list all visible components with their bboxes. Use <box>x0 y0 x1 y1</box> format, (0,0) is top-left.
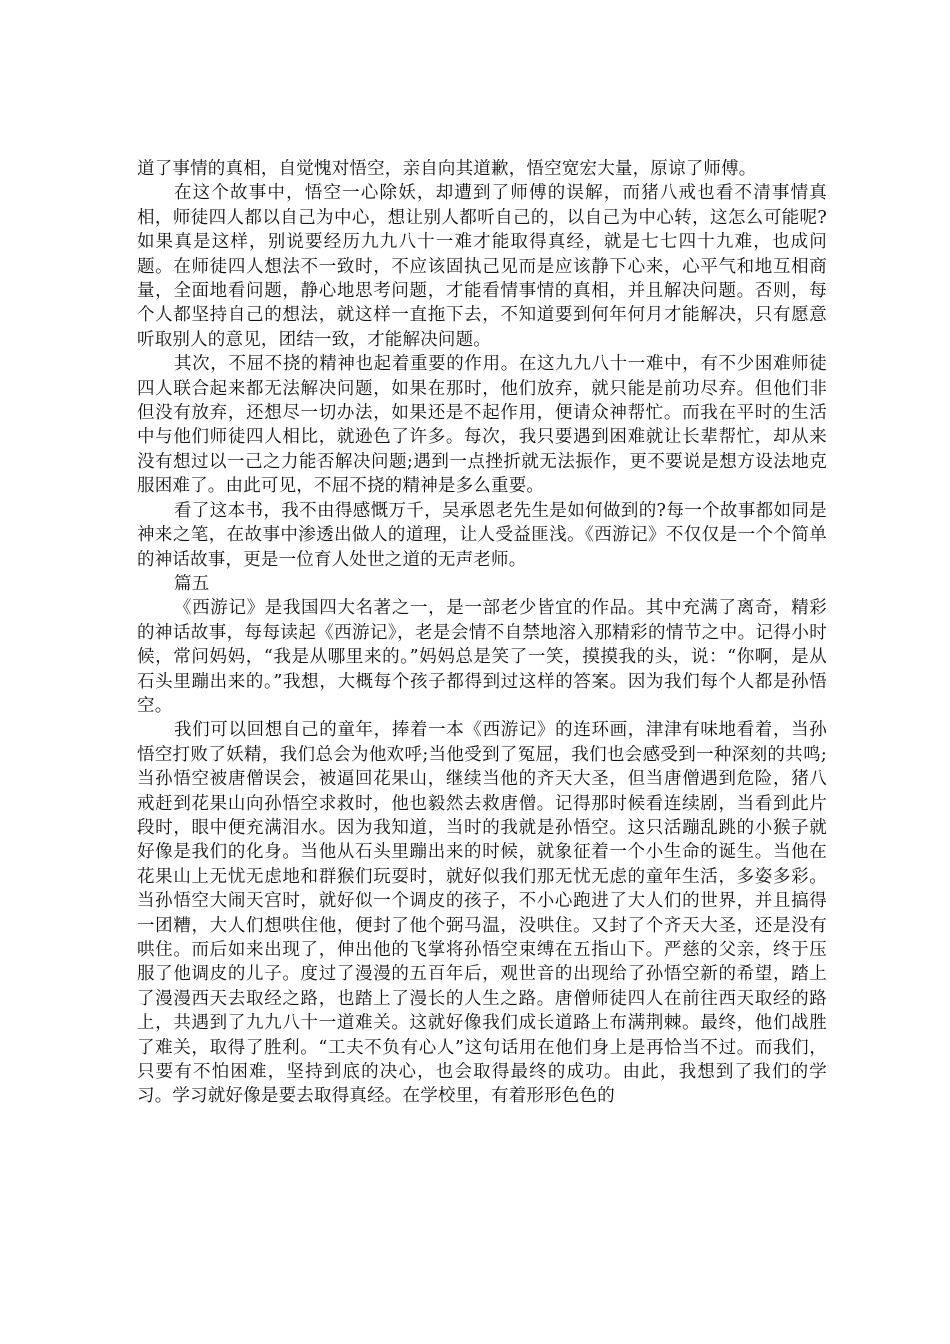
document-body <box>137 157 827 1109</box>
paragraph-1: 道了事情的真相，自觉愧对悟空，亲自向其道歉，悟空宽宏大量，原谅了师傅。 <box>137 159 757 179</box>
paragraph-3: 其次，不屈不挠的精神也起着重要的作用。在这九九八十一难中，有不少困难师徒四人联合起来都无法解决问题，如果在那时，他们放弃，就只能是前功尽弃。但他们非但没有放弃，还想尽一切办法，如果还是不起作用，便请众神帮忙。而我在平时的生活中与他们师徒四人相比，就逊色了许多。每次，我只要遇到困难就让长辈帮忙，却从来没有想过以一己之力能否解决问题;遇到一点挫折就无法振作，更不要说是想方设法地克服困难了。由此可见，不屈不挠的精神是多么重要。 <box>137 354 827 497</box>
paragraph-5: 《西游记》是我国四大名著之一，是一部老少皆宜的作品。其中充满了离奇，精彩的神话故事，每每读起《西游记》，老是会情不自禁地溶入那精彩的情节之中。记得小时候，常问妈妈，“我是从哪里来的。”妈妈总是笑了一笑，摸摸我的头，说：“你啊，是从石头里蹦出来的。”我想，大概每个孩子都得到过这样的答案。因为我们每个人都是孙悟空。 <box>137 598 827 716</box>
section-heading: 篇五 <box>174 573 210 594</box>
paragraph-2: 在这个故事中，悟空一心除妖，却遭到了师傅的误解，而猪八戒也看不清事情真相，师徒四人都以自己为中心，想让别人都听自己的，以自己为中心转，这怎么可能呢?如果真是这样，别说要经历九九八十一难才能取得真经，就是七七四十九难，也成问题。在师徒四人想法不一致时，不应该固执己见而是应该静下心来，心平气和地互相商量，全面地看问题，静心地思考问题，才能看情事情的真相，并且解决问题。否则，每个人都坚持自己的想法，就这样一直拖下去，不知道要到何年何月才能解决，只有愿意听取别人的意见，团结一致，才能解决问题。 <box>137 183 827 350</box>
paragraph-4: 看了这本书，我不由得感慨万千，吴承恩老先生是如何做到的?每一个故事都如同是神来之笔，在故事中渗透出做人的道理，让人受益匪浅。《西游记》不仅仅是一个个简单的神话故事，更是一位育人处世之道的无声老师。 <box>137 500 827 570</box>
paragraph-6: 我们可以回想自己的童年，捧着一本《西游记》的连环画，津津有味地看着，当孙悟空打败了妖精，我们总会为他欢呼;当他受到了冤屈，我们也会感受到一种深刻的共鸣;当孙悟空被唐僧误会，被逼回花果山，继续当他的齐天大圣，但当唐僧遇到危险，猪八戒赶到花果山向孙悟空求救时，他也毅然去救唐僧。记得那时候看连续剧，当看到此片段时，眼中便充满泪水。因为我知道，当时的我就是孙悟空。这只活蹦乱跳的小猴子就好像是我们的化身。当他从石头里蹦出来的时候，就象征着一个小生命的诞生。当他在花果山上无忧无虑地和群猴们玩耍时，就好似我们那无忧无虑的童年生活，多姿多彩。当孙悟空大闹天宫时，就好似一个调皮的孩子，不小心跑进了大人们的世界，并且搞得一团糟，大人们想哄住他，便封了他个弼马温，没哄住。又封了个齐天大圣，还是没有哄住。而后如来出现了，伸出他的飞掌将孙悟空束缚在五指山下。严慈的父亲，终于压服了他调皮的儿子。度过了漫漫的五百年后，观世音的出现给了孙悟空新的希望，踏上了漫漫西天去取经之路，也踏上了漫长的人生之路。唐僧师徒四人在前往西天取经的路上，共遇到了九九八十一道难关。这就好像我们成长道路上布满荆棘。最终，他们战胜了难关，取得了胜利。“工夫不负有心人”这句话用在他们身上是再恰当不过。而我们，只要有不怕困难，坚持到底的决心，也会取得最终的成功。由此，我想到了我们的学习。学习就好像是要去取得真经。在学校里，有着形形色色的 <box>137 720 827 1107</box>
